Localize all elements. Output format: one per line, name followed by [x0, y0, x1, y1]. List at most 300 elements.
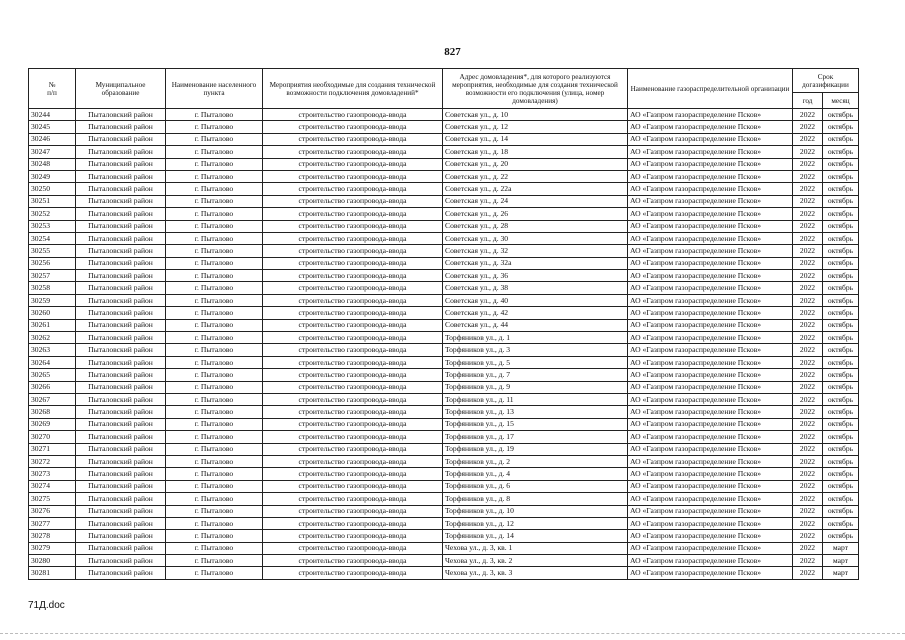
municipality-cell: Пыталовский район	[76, 344, 166, 356]
year-cell: 2022	[793, 431, 823, 443]
measure-cell: строительство газопровода-ввода	[263, 158, 443, 170]
table-row	[29, 270, 859, 282]
year-cell: 2022	[793, 517, 823, 529]
year-cell: 2022	[793, 393, 823, 405]
address-cell: Советская ул., д. 32	[443, 245, 628, 257]
header-municipality: Муниципальное образование	[76, 69, 166, 109]
header-organization: Наименование газораспределительной организации	[628, 69, 793, 109]
settlement-cell: г. Пыталово	[166, 406, 263, 418]
row-number: 30278	[29, 530, 76, 542]
organization-cell: АО «Газпром газораспределение Псков»	[628, 393, 793, 405]
measure-cell: строительство газопровода-ввода	[263, 542, 443, 554]
year-cell: 2022	[793, 220, 823, 232]
organization-cell: АО «Газпром газораспределение Псков»	[628, 369, 793, 381]
settlement-cell: г. Пыталово	[166, 121, 263, 133]
row-number: 30268	[29, 406, 76, 418]
table-row	[29, 393, 859, 405]
address-cell: Торфяников ул., д. 15	[443, 418, 628, 430]
address-cell: Торфяников ул., д. 4	[443, 468, 628, 480]
table-row	[29, 319, 859, 331]
month-cell: октябрь	[823, 505, 859, 517]
settlement-cell: г. Пыталово	[166, 294, 263, 306]
table-row	[29, 170, 859, 182]
measure-cell: строительство газопровода-ввода	[263, 121, 443, 133]
year-cell: 2022	[793, 158, 823, 170]
settlement-cell: г. Пыталово	[166, 307, 263, 319]
settlement-cell: г. Пыталово	[166, 319, 263, 331]
organization-cell: АО «Газпром газораспределение Псков»	[628, 381, 793, 393]
month-cell: март	[823, 542, 859, 554]
measure-cell: строительство газопровода-ввода	[263, 257, 443, 269]
table-row	[29, 493, 859, 505]
measure-cell: строительство газопровода-ввода	[263, 245, 443, 257]
table-row	[29, 294, 859, 306]
measure-cell: строительство газопровода-ввода	[263, 455, 443, 467]
year-cell: 2022	[793, 369, 823, 381]
month-cell: октябрь	[823, 232, 859, 244]
header-settlement: Наименование населенного пункта	[166, 69, 263, 109]
settlement-cell: г. Пыталово	[166, 220, 263, 232]
settlement-cell: г. Пыталово	[166, 381, 263, 393]
settlement-cell: г. Пыталово	[166, 493, 263, 505]
year-cell: 2022	[793, 121, 823, 133]
month-cell: октябрь	[823, 468, 859, 480]
measure-cell: строительство газопровода-ввода	[263, 505, 443, 517]
table-row	[29, 505, 859, 517]
row-number: 30279	[29, 542, 76, 554]
municipality-cell: Пыталовский район	[76, 282, 166, 294]
row-number: 30247	[29, 146, 76, 158]
month-cell: октябрь	[823, 418, 859, 430]
measure-cell: строительство газопровода-ввода	[263, 183, 443, 195]
month-cell: март	[823, 567, 859, 579]
month-cell: октябрь	[823, 294, 859, 306]
settlement-cell: г. Пыталово	[166, 270, 263, 282]
measure-cell: строительство газопровода-ввода	[263, 344, 443, 356]
year-cell: 2022	[793, 307, 823, 319]
row-number: 30244	[29, 109, 76, 121]
settlement-cell: г. Пыталово	[166, 245, 263, 257]
scan-edge-divider	[0, 633, 905, 635]
settlement-cell: г. Пыталово	[166, 418, 263, 430]
row-number: 30280	[29, 555, 76, 567]
table-row	[29, 344, 859, 356]
settlement-cell: г. Пыталово	[166, 257, 263, 269]
month-cell: октябрь	[823, 133, 859, 145]
row-number: 30267	[29, 393, 76, 405]
month-cell: октябрь	[823, 530, 859, 542]
organization-cell: АО «Газпром газораспределение Псков»	[628, 493, 793, 505]
month-cell: октябрь	[823, 220, 859, 232]
year-cell: 2022	[793, 542, 823, 554]
year-cell: 2022	[793, 332, 823, 344]
address-cell: Торфяников ул., д. 11	[443, 393, 628, 405]
organization-cell: АО «Газпром газораспределение Псков»	[628, 443, 793, 455]
address-cell: Торфяников ул., д. 14	[443, 530, 628, 542]
row-number: 30276	[29, 505, 76, 517]
organization-cell: АО «Газпром газораспределение Псков»	[628, 406, 793, 418]
measure-cell: строительство газопровода-ввода	[263, 282, 443, 294]
year-cell: 2022	[793, 183, 823, 195]
settlement-cell: г. Пыталово	[166, 183, 263, 195]
header-address: Адрес домовладения*, для которого реализуются мероприятия, необходимые для создания технической возможности его подключения (улица, номер домовладения)	[443, 69, 628, 109]
address-cell: Чехова ул., д. 3, кв. 1	[443, 542, 628, 554]
municipality-cell: Пыталовский район	[76, 220, 166, 232]
measure-cell: строительство газопровода-ввода	[263, 517, 443, 529]
table-row	[29, 468, 859, 480]
month-cell: октябрь	[823, 270, 859, 282]
address-cell: Советская ул., д. 22	[443, 170, 628, 182]
municipality-cell: Пыталовский район	[76, 146, 166, 158]
row-number: 30250	[29, 183, 76, 195]
measure-cell: строительство газопровода-ввода	[263, 294, 443, 306]
settlement-cell: г. Пыталово	[166, 555, 263, 567]
month-cell: октябрь	[823, 245, 859, 257]
settlement-cell: г. Пыталово	[166, 480, 263, 492]
table-row	[29, 542, 859, 554]
table-row	[29, 381, 859, 393]
table-row	[29, 109, 859, 121]
row-number: 30251	[29, 195, 76, 207]
measure-cell: строительство газопровода-ввода	[263, 530, 443, 542]
page-number: 827	[444, 46, 461, 58]
row-number: 30253	[29, 220, 76, 232]
year-cell: 2022	[793, 294, 823, 306]
municipality-cell: Пыталовский район	[76, 493, 166, 505]
measure-cell: строительство газопровода-ввода	[263, 443, 443, 455]
organization-cell: АО «Газпром газораспределение Псков»	[628, 133, 793, 145]
organization-cell: АО «Газпром газораспределение Псков»	[628, 431, 793, 443]
table-row	[29, 356, 859, 368]
table-row	[29, 332, 859, 344]
row-number: 30245	[29, 121, 76, 133]
year-cell: 2022	[793, 443, 823, 455]
organization-cell: АО «Газпром газораспределение Псков»	[628, 307, 793, 319]
row-number: 30275	[29, 493, 76, 505]
month-cell: октябрь	[823, 146, 859, 158]
address-cell: Советская ул., д. 28	[443, 220, 628, 232]
municipality-cell: Пыталовский район	[76, 455, 166, 467]
address-cell: Торфяников ул., д. 17	[443, 431, 628, 443]
year-cell: 2022	[793, 282, 823, 294]
table-row	[29, 245, 859, 257]
address-cell: Торфяников ул., д. 8	[443, 493, 628, 505]
table-row	[29, 195, 859, 207]
header-measures: Мероприятия необходимые для создания технической возможности подключения домовладений*	[263, 69, 443, 109]
organization-cell: АО «Газпром газораспределение Псков»	[628, 356, 793, 368]
year-cell: 2022	[793, 195, 823, 207]
settlement-cell: г. Пыталово	[166, 393, 263, 405]
settlement-cell: г. Пыталово	[166, 468, 263, 480]
table-row	[29, 121, 859, 133]
municipality-cell: Пыталовский район	[76, 109, 166, 121]
year-cell: 2022	[793, 232, 823, 244]
month-cell: октябрь	[823, 369, 859, 381]
organization-cell: АО «Газпром газораспределение Псков»	[628, 332, 793, 344]
row-number: 30259	[29, 294, 76, 306]
measure-cell: строительство газопровода-ввода	[263, 567, 443, 579]
measure-cell: строительство газопровода-ввода	[263, 369, 443, 381]
month-cell: октябрь	[823, 158, 859, 170]
organization-cell: АО «Газпром газораспределение Псков»	[628, 245, 793, 257]
municipality-cell: Пыталовский район	[76, 133, 166, 145]
month-cell: октябрь	[823, 344, 859, 356]
row-number: 30281	[29, 567, 76, 579]
municipality-cell: Пыталовский район	[76, 183, 166, 195]
year-cell: 2022	[793, 133, 823, 145]
row-number: 30258	[29, 282, 76, 294]
year-cell: 2022	[793, 406, 823, 418]
measure-cell: строительство газопровода-ввода	[263, 381, 443, 393]
municipality-cell: Пыталовский район	[76, 443, 166, 455]
organization-cell: АО «Газпром газораспределение Псков»	[628, 468, 793, 480]
measure-cell: строительство газопровода-ввода	[263, 356, 443, 368]
table-row	[29, 257, 859, 269]
municipality-cell: Пыталовский район	[76, 480, 166, 492]
row-number: 30248	[29, 158, 76, 170]
municipality-cell: Пыталовский район	[76, 505, 166, 517]
settlement-cell: г. Пыталово	[166, 208, 263, 220]
settlement-cell: г. Пыталово	[166, 567, 263, 579]
municipality-cell: Пыталовский район	[76, 170, 166, 182]
gasification-table	[28, 68, 859, 580]
municipality-cell: Пыталовский район	[76, 158, 166, 170]
year-cell: 2022	[793, 468, 823, 480]
municipality-cell: Пыталовский район	[76, 517, 166, 529]
month-cell: октябрь	[823, 431, 859, 443]
row-number: 30254	[29, 232, 76, 244]
measure-cell: строительство газопровода-ввода	[263, 133, 443, 145]
table-row	[29, 517, 859, 529]
year-cell: 2022	[793, 146, 823, 158]
month-cell: октябрь	[823, 517, 859, 529]
table-row	[29, 455, 859, 467]
table-row	[29, 567, 859, 579]
measure-cell: строительство газопровода-ввода	[263, 555, 443, 567]
address-cell: Торфяников ул., д. 13	[443, 406, 628, 418]
year-cell: 2022	[793, 170, 823, 182]
address-cell: Советская ул., д. 22а	[443, 183, 628, 195]
measure-cell: строительство газопровода-ввода	[263, 208, 443, 220]
municipality-cell: Пыталовский район	[76, 232, 166, 244]
municipality-cell: Пыталовский район	[76, 257, 166, 269]
address-cell: Торфяников ул., д. 2	[443, 455, 628, 467]
month-cell: октябрь	[823, 208, 859, 220]
address-cell: Советская ул., д. 38	[443, 282, 628, 294]
month-cell: октябрь	[823, 282, 859, 294]
municipality-cell: Пыталовский район	[76, 468, 166, 480]
address-cell: Советская ул., д. 36	[443, 270, 628, 282]
row-number: 30261	[29, 319, 76, 331]
settlement-cell: г. Пыталово	[166, 530, 263, 542]
settlement-cell: г. Пыталово	[166, 505, 263, 517]
municipality-cell: Пыталовский район	[76, 332, 166, 344]
table-row	[29, 480, 859, 492]
municipality-cell: Пыталовский район	[76, 319, 166, 331]
row-number: 30277	[29, 517, 76, 529]
address-cell: Торфяников ул., д. 19	[443, 443, 628, 455]
month-cell: октябрь	[823, 257, 859, 269]
row-number: 30266	[29, 381, 76, 393]
header-month: месяц	[823, 93, 859, 109]
settlement-cell: г. Пыталово	[166, 133, 263, 145]
month-cell: март	[823, 555, 859, 567]
settlement-cell: г. Пыталово	[166, 369, 263, 381]
measure-cell: строительство газопровода-ввода	[263, 307, 443, 319]
address-cell: Торфяников ул., д. 10	[443, 505, 628, 517]
row-number: 30264	[29, 356, 76, 368]
month-cell: октябрь	[823, 195, 859, 207]
month-cell: октябрь	[823, 307, 859, 319]
row-number: 30256	[29, 257, 76, 269]
month-cell: октябрь	[823, 170, 859, 182]
measure-cell: строительство газопровода-ввода	[263, 418, 443, 430]
address-cell: Советская ул., д. 24	[443, 195, 628, 207]
settlement-cell: г. Пыталово	[166, 158, 263, 170]
file-name: 71Д.doc	[28, 600, 65, 611]
municipality-cell: Пыталовский район	[76, 245, 166, 257]
settlement-cell: г. Пыталово	[166, 332, 263, 344]
month-cell: октябрь	[823, 480, 859, 492]
row-number: 30274	[29, 480, 76, 492]
settlement-cell: г. Пыталово	[166, 455, 263, 467]
table-row	[29, 158, 859, 170]
month-cell: октябрь	[823, 381, 859, 393]
table-row	[29, 183, 859, 195]
municipality-cell: Пыталовский район	[76, 356, 166, 368]
municipality-cell: Пыталовский район	[76, 530, 166, 542]
table-row	[29, 232, 859, 244]
measure-cell: строительство газопровода-ввода	[263, 146, 443, 158]
measure-cell: строительство газопровода-ввода	[263, 480, 443, 492]
table-row	[29, 208, 859, 220]
municipality-cell: Пыталовский район	[76, 393, 166, 405]
row-number: 30257	[29, 270, 76, 282]
measure-cell: строительство газопровода-ввода	[263, 393, 443, 405]
measure-cell: строительство газопровода-ввода	[263, 109, 443, 121]
table-row	[29, 530, 859, 542]
measure-cell: строительство газопровода-ввода	[263, 220, 443, 232]
year-cell: 2022	[793, 270, 823, 282]
year-cell: 2022	[793, 245, 823, 257]
settlement-cell: г. Пыталово	[166, 282, 263, 294]
table-row	[29, 555, 859, 567]
organization-cell: АО «Газпром газораспределение Псков»	[628, 232, 793, 244]
settlement-cell: г. Пыталово	[166, 146, 263, 158]
measure-cell: строительство газопровода-ввода	[263, 195, 443, 207]
table-body	[29, 109, 859, 580]
table-row	[29, 369, 859, 381]
month-cell: октябрь	[823, 406, 859, 418]
table-row	[29, 431, 859, 443]
row-number: 30263	[29, 344, 76, 356]
settlement-cell: г. Пыталово	[166, 356, 263, 368]
year-cell: 2022	[793, 381, 823, 393]
table-row	[29, 282, 859, 294]
row-number: 30270	[29, 431, 76, 443]
month-cell: октябрь	[823, 393, 859, 405]
address-cell: Советская ул., д. 20	[443, 158, 628, 170]
address-cell: Советская ул., д. 12	[443, 121, 628, 133]
settlement-cell: г. Пыталово	[166, 232, 263, 244]
address-cell: Советская ул., д. 18	[443, 146, 628, 158]
table-header	[29, 69, 859, 109]
address-cell: Советская ул., д. 32а	[443, 257, 628, 269]
month-cell: октябрь	[823, 356, 859, 368]
month-cell: октябрь	[823, 109, 859, 121]
measure-cell: строительство газопровода-ввода	[263, 493, 443, 505]
year-cell: 2022	[793, 555, 823, 567]
municipality-cell: Пыталовский район	[76, 431, 166, 443]
municipality-cell: Пыталовский район	[76, 294, 166, 306]
table-row	[29, 406, 859, 418]
row-number: 30272	[29, 455, 76, 467]
address-cell: Торфяников ул., д. 3	[443, 344, 628, 356]
settlement-cell: г. Пыталово	[166, 344, 263, 356]
year-cell: 2022	[793, 567, 823, 579]
measure-cell: строительство газопровода-ввода	[263, 170, 443, 182]
year-cell: 2022	[793, 493, 823, 505]
address-cell: Торфяников ул., д. 9	[443, 381, 628, 393]
municipality-cell: Пыталовский район	[76, 369, 166, 381]
organization-cell: АО «Газпром газораспределение Псков»	[628, 220, 793, 232]
organization-cell: АО «Газпром газораспределение Псков»	[628, 480, 793, 492]
year-cell: 2022	[793, 530, 823, 542]
address-cell: Советская ул., д. 26	[443, 208, 628, 220]
measure-cell: строительство газопровода-ввода	[263, 319, 443, 331]
organization-cell: АО «Газпром газораспределение Псков»	[628, 319, 793, 331]
address-cell: Торфяников ул., д. 7	[443, 369, 628, 381]
address-cell: Советская ул., д. 14	[443, 133, 628, 145]
organization-cell: АО «Газпром газораспределение Псков»	[628, 455, 793, 467]
month-cell: октябрь	[823, 121, 859, 133]
municipality-cell: Пыталовский район	[76, 418, 166, 430]
settlement-cell: г. Пыталово	[166, 443, 263, 455]
settlement-cell: г. Пыталово	[166, 517, 263, 529]
row-number: 30262	[29, 332, 76, 344]
address-cell: Торфяников ул., д. 5	[443, 356, 628, 368]
address-cell: Советская ул., д. 42	[443, 307, 628, 319]
municipality-cell: Пыталовский район	[76, 567, 166, 579]
year-cell: 2022	[793, 356, 823, 368]
address-cell: Торфяников ул., д. 6	[443, 480, 628, 492]
municipality-cell: Пыталовский район	[76, 121, 166, 133]
organization-cell: АО «Газпром газораспределение Псков»	[628, 170, 793, 182]
header-num: № п/п	[29, 69, 76, 109]
organization-cell: АО «Газпром газораспределение Псков»	[628, 505, 793, 517]
settlement-cell: г. Пыталово	[166, 195, 263, 207]
address-cell: Торфяников ул., д. 1	[443, 332, 628, 344]
measure-cell: строительство газопровода-ввода	[263, 232, 443, 244]
header-year: год	[793, 93, 823, 109]
municipality-cell: Пыталовский район	[76, 542, 166, 554]
municipality-cell: Пыталовский район	[76, 208, 166, 220]
municipality-cell: Пыталовский район	[76, 270, 166, 282]
settlement-cell: г. Пыталово	[166, 170, 263, 182]
month-cell: октябрь	[823, 443, 859, 455]
month-cell: октябрь	[823, 493, 859, 505]
address-cell: Чехова ул., д. 3, кв. 2	[443, 555, 628, 567]
year-cell: 2022	[793, 208, 823, 220]
organization-cell: АО «Газпром газораспределение Псков»	[628, 542, 793, 554]
organization-cell: АО «Газпром газораспределение Псков»	[628, 208, 793, 220]
month-cell: октябрь	[823, 183, 859, 195]
table-row	[29, 133, 859, 145]
table-row	[29, 307, 859, 319]
year-cell: 2022	[793, 418, 823, 430]
address-cell: Советская ул., д. 40	[443, 294, 628, 306]
address-cell: Советская ул., д. 44	[443, 319, 628, 331]
